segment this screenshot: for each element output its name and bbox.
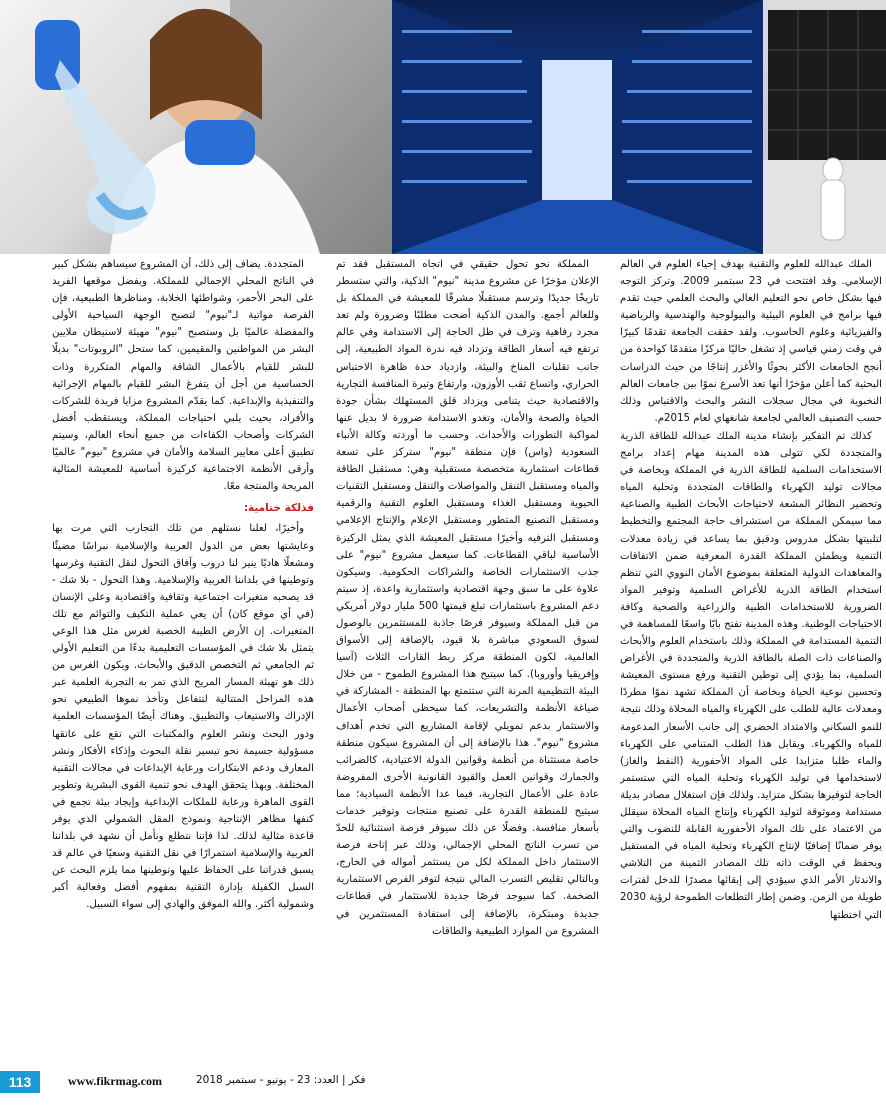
header-photos bbox=[0, 0, 886, 254]
page-footer bbox=[0, 1071, 886, 1115]
solar-panels-photo bbox=[763, 0, 886, 254]
article-body bbox=[52, 256, 882, 1071]
column-left bbox=[52, 256, 314, 1071]
paragraph: المتجددة. يضاف إلى ذلك، أن المشروع سيساهم بشكل كبير في الناتج المحلي الإجمالي للمملكة. ويفضل موقعها الفريد على البحر الأحمر، وشواطئها الخلابة، ومناظرها الطبيعية، فإن الفرصة مواتية لـ"نيوم" لتصبح الوجهة السياحية الأولى والمفضلة عالميًا بل وستصبح "نيوم" مهيئة لاستيطان ملايين البشر من المواطنين والمقيمين، كما ستحل "الروبوتات" بديلًا للبشر للقيام بالأعمال الشاقة والمهام المتكررة وذات الحساسية من أجل أن يتفرغ البشر للقيام بالمهام الإجرائية والتنفيذية والإبداعية. كما يقدّم المشروع مزايا فريدة للشركات والأفراد، بحيث يلبي احتياجات المملكة، ويستقطب أفضل الشركات وأصحاب الكفاءات من جميع أنحاء العالم، وسيتم تطبيق أعلى معايير السلامة والأمان في مشروع "نيوم" عالميًا وأرقى الأنظمة الاجتماعية كركيزة أساسية للمعيشة المثالية المريحة والمنتجة معًا. bbox=[52, 259, 314, 493]
woman-scientist-lab-photo bbox=[0, 0, 392, 254]
server-room-photo bbox=[392, 0, 763, 254]
paragraph: كذلك تم التفكير بإنشاء مدينة الملك عبدالله للطاقة الذرية والمتجددة لكي تتولى هذه المدينة مهام إعداد برامج الاستخدامات السلمية للطاقة الذرية في المملكة وبخاصة في مجالات توليد الكهرباء والطاقات المتجددة وتحلية المياه وتحضير النظائر المشعة لاحتياجات الأبحاث الطبية والصناعية مما سيمكن المملكة من استشراف حاجة المجتمع والتخطيط لتلبيتها بشكل مدروس ودقيق بما يساعد في زيادة معدلات التنمية ويطمئن المملكة القدرة المعرفية ضمن الاتفاقات والمعاهدات الدولية المتعلقة بموضوع الأمان النووي التي تنظم استخدام الطاقة الذرية للأغراض السلمية وتوفير المواد الضرورية للاستخدامات الطبية والزراعية والصحية وكافة الاحتياجات الوطنية. وهذه المدينة تفتح بابًا واسعًا للمساهمة في التنمية المستدامة في المملكة وذلك باستخدام العلوم والأبحاث والصناعات ذات الصلة بالطاقة الذرية والمتجددة في الأغراض السلمية، بما يؤدي إلى توطين التقنية ورفع مستوى المعيشة وتحسين نوعية الحياة وبخاصة أن المملكة تشهد نموًا مطردًا ومعدلات عالية للطلب على الكهرباء والمياه المحلاة وذلك نتيجة للنمو السكاني والامتداد الحضري إلى جانب الأسعار المدعومة للمياه والكهرباء. ويقابل هذا الطلب المتنامي على الكهرباء والماء طلبا متزايدا على المواد الأحفورية (النفط والغاز) لاستخدامها في توليد الكهرباء وتحلية المياه التي ستستمر الحاجة لتوفيرها بشكل متزايد. ولذلك فإن استغلال مصادر بديلة مستدامة وموثوقة لتوليد الكهرباء وإنتاج المياه المحلاة سيقلل من الاعتماد على تلك المواد الأحفورية القابلة للنضوب والتي يوفر ضمانًا إضافيًا لإنتاج الكهرباء وتحلية المياه في المستقبل ويحفظ في الوقت ذاته تلك المصادر الثمينة من التلاشي والاندثار الأمر الذي سيؤدي إلى إبقائها مصدرًا للدخل لفترات طويلة من الزمن. وضمن إطار التطلعات الطموحة لرؤية 2030 التي اختطتها bbox=[620, 430, 882, 921]
paragraph: وأخيرًا، لعلنا نستلهم من تلك التجارب التي مرت بها وعايشتها بعض من الدول العربية والإسلامية نبراسًا مضيئًا ومشعلًا هاديًا ينير لنا دروب وآفاق التحول لنقل التقنية وغرسها وتوطينها في بلداننا العربية والإسلامية. وهذا التحول - بلا شك - قد يصحبه متغيرات اجتماعية وثقافية واقتصادية وعلى الإنسان (في أي موقع كان) أن يعي عملية التكيف والتوائم مع تلك المتغيرات. إن الأرض الطيبة الخصبة لغرس مثل هذا الوعي يتمثل بلا شك في المؤسسات التعليمية بدءًا من التعليم الأولي ثم الجامعي ثم التخصص الدقيق والأبحاث. ويكون الغرس من ذلك هو تهيئة المسار المريح الذي تمر به التجربة العلمية عبر هذه المراحل المتتالية لتتفاعل وتأخذ نموها الطبيعي نحو الإدراك والاستيعاب والتطبيق. وهناك أيضًا المؤسسات العلمية ودور البحث ونشر العلوم والمكتبات التي تقع على عاتقها مسؤولية جسيمة نحو تيسير نقلة البحوث وإذكاء الأفكار ونشر المعارف ودعم الابتكارات ورعاية الإبداعات في مجالات التقنية المختلفة. وبهذا يتحقق الهدف نحو تنمية القوى البشرية وتطوير القوى الماهرة ورعاية للملكات الإبداعية وإيجاد بيئة تجمع في كنفها مظاهر الإنتاجية ونموذج المقل الشمولي الذي يوفر قاعدة مثالية لذلك. لذا فإننا نتطلع ونأمل أن نشهد في بلداننا العربية والإسلامية استمرارًا في نقل التقنية وسعيًا في عالم قد يسبق قدراتنا على الحفاظ عليها وتوطينها مما يلزم البحث عن السبل الكفيلة بإدارة التقنية بمفهوم أفضل وفعالية أكبر وشمولية أكثر. والله الموفق والهادي إلى سواء السبيل. bbox=[52, 523, 314, 911]
page-number: 113 bbox=[0, 1071, 40, 1093]
column-middle bbox=[336, 256, 599, 1071]
paragraph: المملكة نحو تحول حقيقي في اتجاه المستقبل فقد تم الإعلان مؤخرًا عن مشروع مدينة "نيوم" الذكية، والتي ستسطر تاريخًا جديدًا وترسم مستقبلًا مشرقًا للمعيشة في المملكة بل وللعالم أجمع. والمدن الذكية أضحت مطلبًا وضرورة ولم تعد مجرد رفاهية وترف في ظل الحاجة إلى الاستدامة وفي عالم ترتفع فيه أسعار الطاقة وتزداد فيه ندرة المواد الطبيعية، إلى جانب تقلبات المناخ والبيئة، وازدياد حدة ظاهرة الاحتباس الحراري، واتساع ثقب الأوزون، وارتفاع وتيرة المنافسة التجارية والاقتصادية حيث يتنامى ويزداد قلق المستهلك بشأن جودة الحياة والصحة والأمان، وتغدو الاستدامة ضرورة لا بديل عنها لمواكبة التطورات والأحداث. وحسب ما أوردته وكالة الأنباء السعودية (واس) فإن منطقة "نيوم" ستركز على تسعة قطاعات استثمارية متخصصة مستقبلية وهي: مستقبل الطاقة والمياه ومستقبل التنقل والمواصلات والتنقل ومستقبل التقنيات الحيوية ومستقبل الغذاء ومستقبل العلوم التقنية والرقمية ومستقبل التصنيع المتطور ومستقبل الإعلام والإنتاج الإعلامي ومستقبل الترفيه وأخيرًا مستقبل المعيشة الذي يمثل الركيزة الأساسية لباقي القطاعات. كما سيعمل مشروع "نيوم" على جذب الاستثمارات الخاصة والشراكات الحكومية. وسيكون علاوة على ما سبق وجهة اقتصادية واستثمارية واعدة، إذ سيتم دعم المشروع باستثمارات تبلغ قيمتها 500 مليار دولار أمريكي من قبل المملكة وسيوفر فرصًا جاذبة للمستثمرين بالوصول لسوق السعودي مباشرة بلا قيود، بالإضافة إلى الأسواق العالمية، لكون المنطقة مركز ربط القارات الثلاث (آسيا وإفريقيا وأوروبا). كما سيتيح هذا المشروع الطموح - من خلال البيئة التنظيمية المرنة التي ستتمتع بها المنطقة - المشاركة في صياغة الأنظمة والتشريعات، كما سيحظى أصحاب الأعمال والاستثمار بدعم تمويلي لإقامة المشاريع التي تخدم أهداف مشروع "نيوم". هذا بالإضافة إلى أن المشروع سيكون منطقة خاصة مستثناة من أنظمة وقوانين الدولة الاعتيادية، كالضرائب والجمارك وقوانين العمل والقيود القانونية الأخرى المفروضة عادة على الأعمال التجارية، فيما عدا الأنظمة السيادية؛ مما سيتيح للمنطقة القدرة على تصنيع منتجات وتوفير خدمات بأسعار منافسة. وفضلًا عن ذلك سيوفر فرصة استثنائية للحدّ من تسرب الناتج المحلي الإجمالي، وذلك عبر إتاحة فرصة الاستثمار داخل المملكة لكل من يستثمر أمواله في الخارج، وبالتالي تقليص التسرب المالي نتيجة لتوفر الفرص الاستثمارية الضخمة. كما سيوجد فرصًا جديدة للاستثمار في قطاعات جديدة ومبتكرة، بالإضافة إلى استفادة المستثمرين في المشروع من الموارد الطبيعية والطاقات bbox=[336, 259, 599, 937]
website-link[interactable]: www.fikrmag.com bbox=[68, 1074, 162, 1088]
paragraph: الملك عبدالله للعلوم والتقنية بهدف إحياء العلوم في العالم الإسلامي. وقد افتتحت في 23 سبتمبر 2009. وتركز التوجه فيها بشكل خاص نحو التعليم العالي والبحث العلمي حيث تقدم فيها برامج في العلوم البيئية والبيولوجية والهندسية والرياضية والفيزيائية وعلوم الحاسوب. ولقد حققت الجامعة تقدمًا كبيرًا في وقت زمني قياسي إذ تشغل حاليًا مركزًا متقدمًا كواحدة من أنجح الجامعات الأكثر بحوثًا والأغزر إنتاجًا من حيث الدراسات البحثية كما أعلن مؤخرًا أنها تعد الأسرع نموًا بين جامعات العالم النخبوية في مجال سجلات النشر والبحث والاقتباس وذلك حسب التصنيف العالمي لجامعة شانغهاي لعام 2015م. bbox=[620, 259, 882, 424]
section-heading: فذلكة ختامية: bbox=[243, 502, 314, 515]
issue-info: فكر | العدد: 23 - يونيو - سبتمبر 2018 bbox=[196, 1074, 366, 1086]
column-right bbox=[620, 256, 882, 1071]
